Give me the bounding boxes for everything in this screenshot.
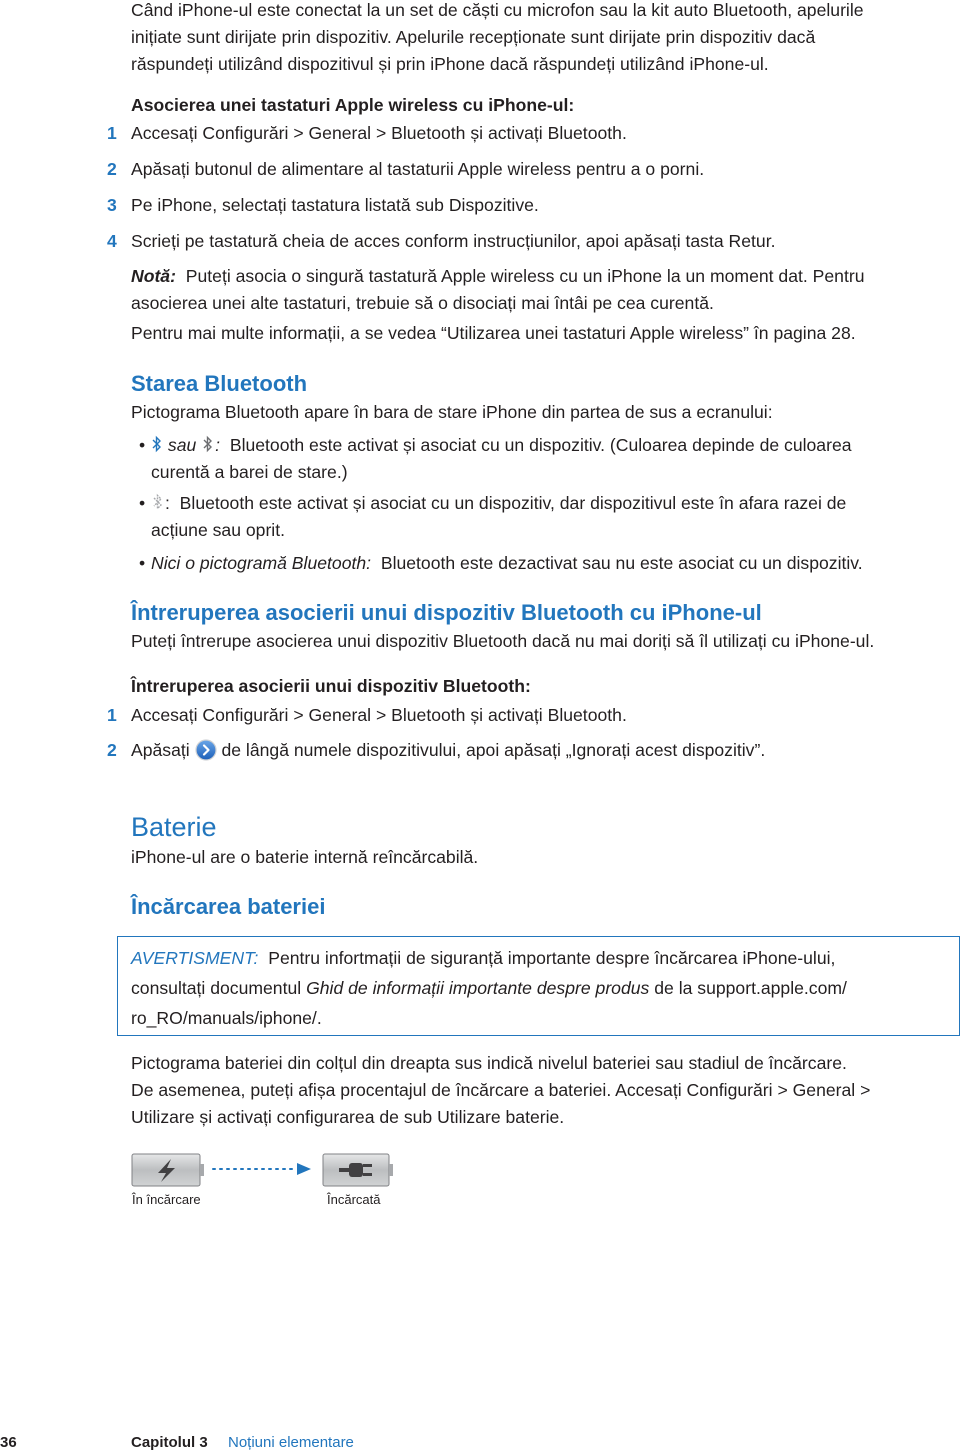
note-text: asocierea unei alte tastaturi, trebuie să o disociați mai întâi pe cea curentă. <box>131 293 714 313</box>
arrow-icon <box>213 1163 311 1175</box>
unpair-intro: Puteți întrerupe asocierea unui dispozitiv Bluetooth dacă nu mai doriți să îl utilizați cu iPhone-ul. <box>131 631 875 651</box>
warning-link: de la support.apple.com/ <box>654 978 847 998</box>
battery-icons <box>131 1150 401 1192</box>
unpair-step <box>107 702 953 729</box>
step-text: Accesați Configurări > General > Bluetooth și activați Bluetooth. <box>131 705 627 725</box>
more-info: Pentru mai multe informații, a se vedea “Utilizarea unei tastaturi Apple wireless” în pagina 28. <box>131 323 856 343</box>
step-text: Accesați Configurări > General > Bluetooth și activați Bluetooth. <box>131 123 627 143</box>
caption-charged: Încărcată <box>327 1192 381 1207</box>
battery-line: De asemenea, puteți afișa procentajul de încărcare a bateriei. Accesați Configurări > General > <box>131 1080 871 1100</box>
warning-line: consultați documentul <box>131 978 302 998</box>
bullet-dot: • <box>139 435 146 455</box>
note-label: Notă: <box>131 266 176 286</box>
status-intro: Pictograma Bluetooth apare în bara de stare iPhone din partea de sus a ecranului: <box>131 402 773 422</box>
bullet-text: Bluetooth este dezactivat sau nu este asociat cu un dispozitiv. <box>380 553 863 573</box>
intro-line: inițiate sunt dirijate prin dispozitiv. Apelurile recepționate sunt dirijate prin dispozitiv dacă <box>131 27 816 47</box>
bullet-item: • sau : Bluetooth este activat și asociat cu un dispozitiv. (Culoarea depinde de culoarea curentă a barei de stare.) <box>151 432 953 486</box>
charging-battery-icon <box>132 1154 204 1186</box>
warning-line: Pentru infortmații de siguranță importante despre încărcarea iPhone-ului, <box>268 948 836 968</box>
bullet-dot: • <box>139 493 146 513</box>
battery-line: Pictograma bateriei din colțul din dreapta sus indică nivelul bateriei sau stadiul de încărcare. <box>131 1053 847 1073</box>
step-text: Apăsați butonul de alimentare al tastaturii Apple wireless pentru a o porni. <box>131 159 705 179</box>
warning-link: ro_RO/manuals/iphone/. <box>131 1008 322 1028</box>
step-text: Apăsați <box>131 740 190 760</box>
step-number: 2 <box>107 740 117 760</box>
battery-line: Utilizare și activați configurarea de sub Utilizare baterie. <box>131 1107 565 1127</box>
charged-battery-icon <box>323 1154 393 1186</box>
battery-heading: Baterie <box>131 812 217 842</box>
unpair-step <box>107 737 953 764</box>
intro-line: răspundeți utilizând dispozitivul și prin iPhone dacă răspundeți utilizând iPhone-ul. <box>131 54 769 74</box>
warning-box <box>117 936 960 1036</box>
note-text: Puteți asocia o singură tastatură Apple wireless cu un iPhone la un moment dat. Pentru <box>185 266 865 286</box>
battery-paragraph <box>131 1050 953 1131</box>
bullet-item <box>139 550 953 577</box>
bullet-text: Bluetooth este activat și asociat cu un dispozitiv. (Culoarea depinde de culoarea <box>229 435 852 455</box>
pairing-step <box>107 192 953 219</box>
step-text: de lângă numele dispozitivului, apoi apăsați „Ignorați acest dispozitiv”. <box>221 740 766 760</box>
status-heading: Starea Bluetooth <box>131 371 308 396</box>
battery-intro: iPhone-ul are o baterie internă reîncărcabilă. <box>131 847 479 867</box>
step-text: Scrieți pe tastatură cheia de acces conform instrucțiunilor, apoi apăsați tasta Retur. <box>131 231 776 251</box>
pairing-step <box>107 228 953 255</box>
step-number: 2 <box>107 159 117 179</box>
battery-figure <box>131 1150 401 1210</box>
bullet-label: Nici o pictogramă Bluetooth: <box>151 553 372 573</box>
charging-heading: Încărcarea bateriei <box>131 894 326 919</box>
step-number: 1 <box>107 123 117 143</box>
bullet-text: curentă a barei de stare.) <box>151 462 348 482</box>
bluetooth-icon-dim <box>151 493 165 511</box>
unpair-subheading: Întreruperea asocierii unui dispozitiv Bluetooth: <box>131 676 531 696</box>
note <box>131 263 953 317</box>
step-number: 4 <box>107 231 117 251</box>
or-text: sau <box>167 435 197 455</box>
pairing-heading: Asocierea unei tastaturi Apple wireless cu iPhone-ul: <box>131 95 575 115</box>
step-text: Pe iPhone, selectați tastatura listată sub Dispozitive. <box>131 195 539 215</box>
pairing-step <box>107 156 953 183</box>
unpair-heading: Întreruperea asocierii unui dispozitiv Bluetooth cu iPhone-ul <box>131 600 762 625</box>
step-number: 1 <box>107 705 117 725</box>
bullet-dot: • <box>139 553 146 573</box>
chapter-number: Capitolul 3 <box>131 1434 208 1451</box>
bullet-text: Bluetooth este activat și asociat cu un dispozitiv, dar dispozitivul este în afara razei de <box>179 493 847 513</box>
detail-disclosure-icon <box>195 739 217 761</box>
warning-label: AVERTISMENT: <box>131 948 259 968</box>
bullet-text: acțiune sau oprit. <box>151 520 285 540</box>
page-number: 36 <box>0 1434 17 1451</box>
step-number: 3 <box>107 195 117 215</box>
bluetooth-icon-gray <box>201 435 215 453</box>
warning-text <box>131 943 949 1033</box>
chapter-title: Noțiuni elementare <box>228 1434 354 1451</box>
intro-paragraph <box>131 0 953 78</box>
pairing-step <box>107 120 953 147</box>
bullet-item: • : Bluetooth este activat și asociat cu un dispozitiv, dar dispozitivul este în afara razei de acțiune sau oprit. <box>151 490 953 544</box>
warning-doc-title: Ghid de informații importante despre produs <box>306 978 650 998</box>
caption-charging: În încărcare <box>132 1192 201 1207</box>
bluetooth-icon-blue <box>151 435 163 453</box>
intro-line: Când iPhone-ul este conectat la un set de căști cu microfon sau la kit auto Bluetooth, apelurile <box>131 0 864 20</box>
